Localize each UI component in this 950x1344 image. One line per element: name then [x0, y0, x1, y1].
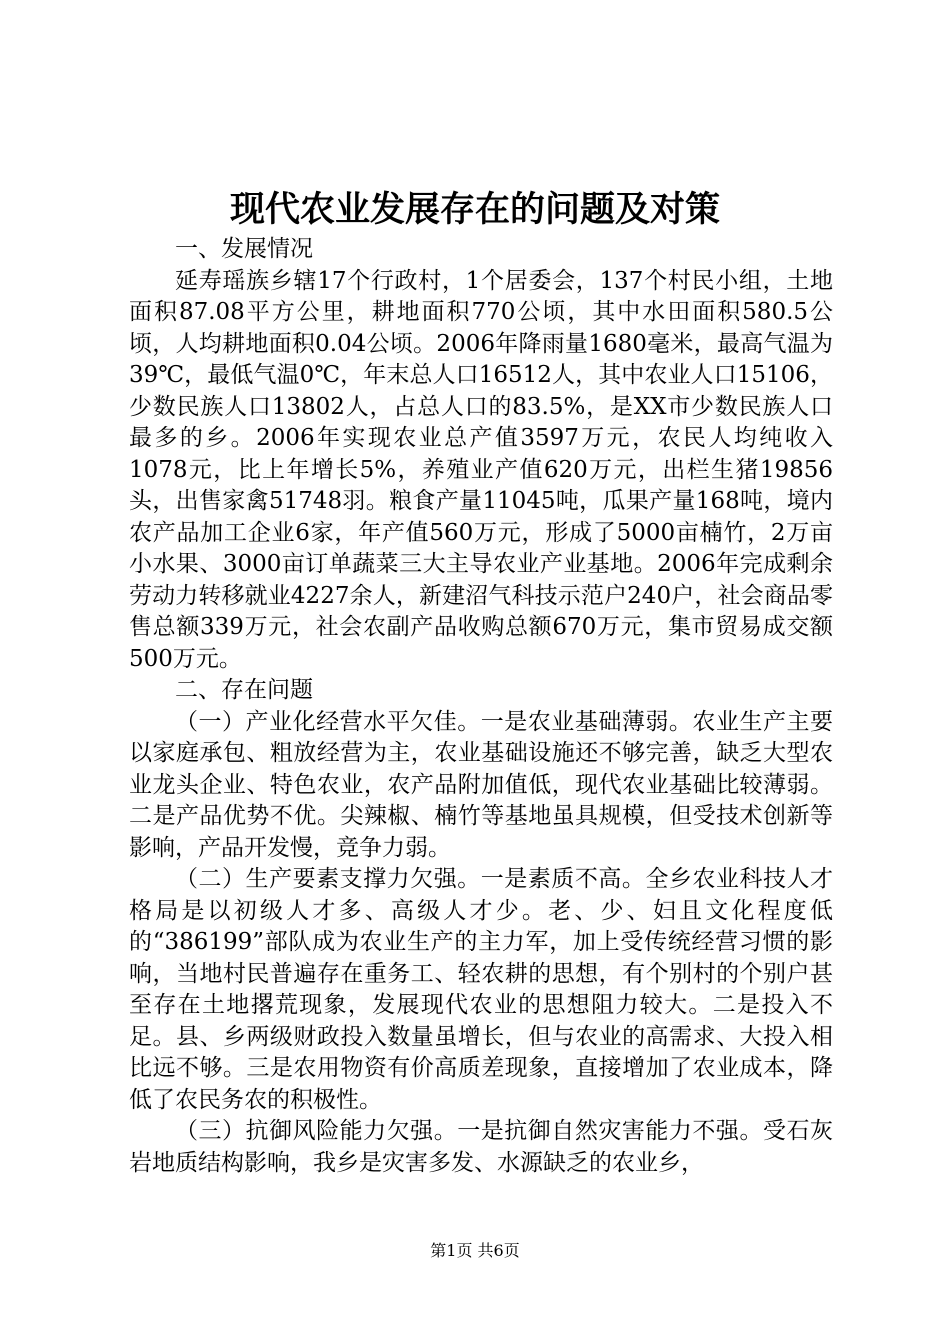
section-heading-development: 一、发展情况: [175, 236, 313, 262]
paragraph-development-overview: 延寿瑶族乡辖17个行政村，1个居委会，137个村民小组，土地面积87.08平方公里，耕地面积770公顷，其中水田面积580.5公顷，人均耕地面积0.04公顷。2006年降雨量1680毫米，最高气温为39℃，最低气温0℃，年末总人口16512人，其中农业人口15106，少数民族人口13802人，占总人口的83.5%，是XX市少数民族人口最多的乡。2006年实现农业总产值3597万元，农民人均纯收入1078元，比上年增长5%，养殖业产值620万元，出栏生猪19856头，出售家禽51748羽。粮食产量11045吨，瓜果产量168吨，境内农产品加工企业6家，年产值560万元，形成了5000亩楠竹，2万亩小水果、3000亩订单蔬菜三大主导农业产业基地。2006年完成剩余劳动力转移就业4227余人，新建沼气科技示范户240户，社会商品零售总额339万元，社会农副产品收购总额670万元，集市贸易成交额500万元。: [129, 267, 833, 672]
paragraph-problem-3: （三）抗御风险能力欠强。一是抗御自然灾害能力不强。受石灰岩地质结构影响，我乡是灾害多发、水源缺乏的农业乡，: [129, 1118, 833, 1176]
document-body: [129, 234, 833, 1179]
document-title: 现代农业发展存在的问题及对策: [229, 189, 720, 230]
section-heading-problems: 二、存在问题: [175, 677, 313, 703]
paragraph-problem-1: （一）产业化经营水平欠佳。一是农业基础薄弱。农业生产主要以家庭承包、粗放经营为主，农业基础设施还不够完善，缺乏大型农业龙头企业、特色农业，农产品附加值低，现代农业基础比较薄弱。二是产品优势不优。尖辣椒、楠竹等基地虽具规模，但受技术创新等影响，产品开发慢，竞争力弱。: [129, 708, 833, 861]
page-footer: 第1页 共6页: [430, 1241, 520, 1260]
paragraph-problem-2: （二）生产要素支撑力欠强。一是素质不高。全乡农业科技人才格局是以初级人才多、高级人才少。老、少、妇且文化程度低的“386199”部队成为农业生产的主力军，加上受传统经营习惯的影响，当地村民普遍存在重务工、轻农耕的思想，有个别村的个别户甚至存在土地撂荒现象，发展现代农业的思想阻力较大。二是投入不足。县、乡两级财政投入数量虽增长，但与农业的高需求、大投入相比远不够。三是农用物资有价高质差现象，直接增加了农业成本，降低了农民务农的积极性。: [129, 866, 833, 1113]
